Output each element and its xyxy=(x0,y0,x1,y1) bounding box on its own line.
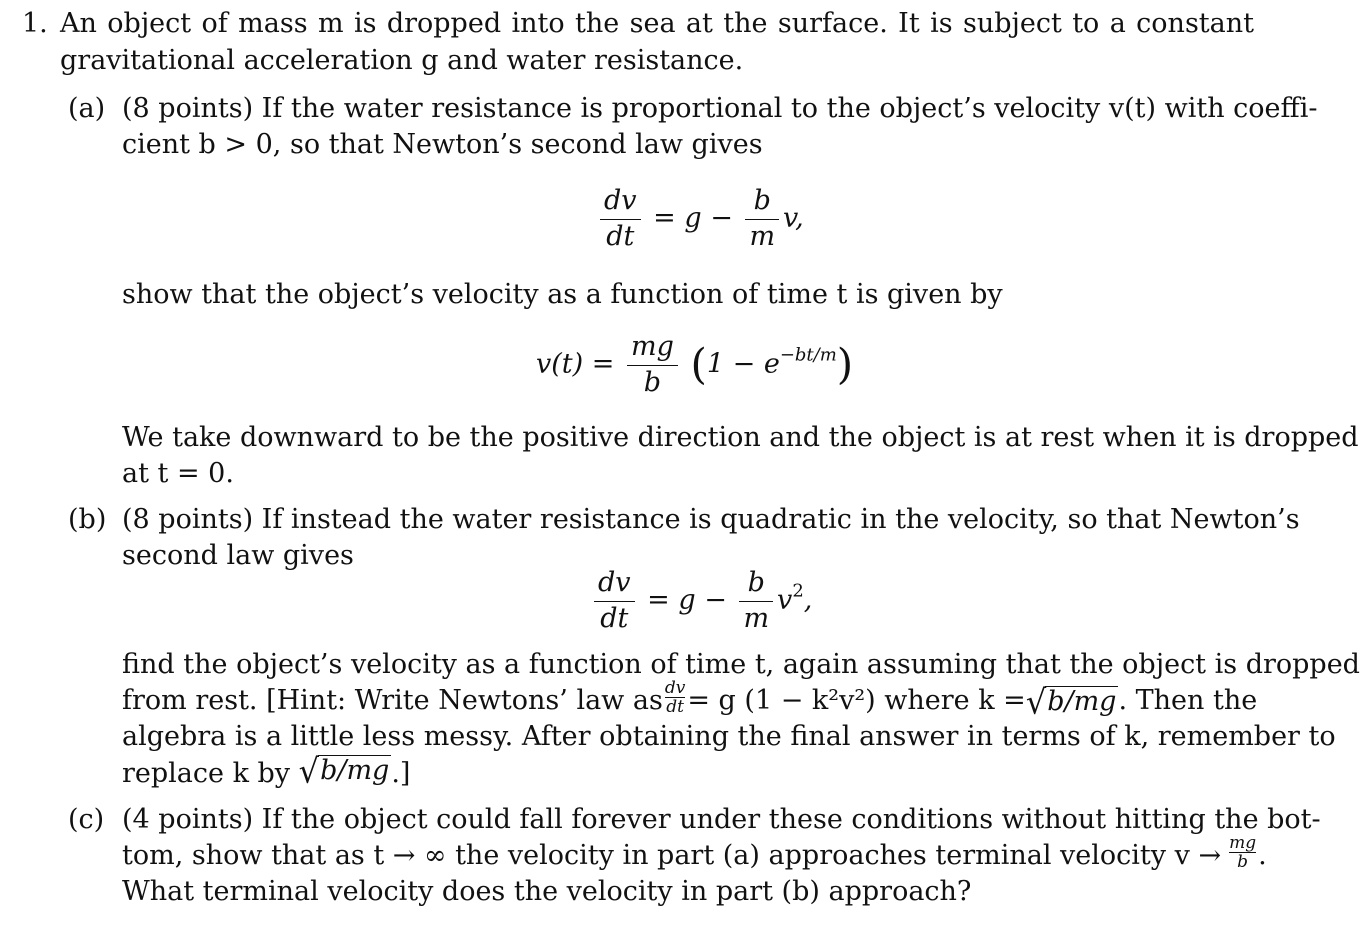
mg-over-b-fraction xyxy=(627,332,678,398)
hint-text-start: from rest. [Hint: Write Newtons’ law as xyxy=(122,685,663,716)
fraction-denominator: b xyxy=(1237,851,1249,872)
part-b-line-2: second law gives xyxy=(122,540,354,571)
inline-mg-over-b-fraction xyxy=(1229,832,1257,872)
part-a-equation-solution: v(t) = $\frac{mg}{b}$ $(1 - e^{-bt/m})$ xyxy=(536,331,854,398)
sqrt-b-over-mg: √ b/mg xyxy=(298,751,390,791)
b-over-m-fraction xyxy=(739,568,773,634)
fraction-numerator: b xyxy=(753,185,771,216)
problem-intro-line-2: gravitational acceleration g and water resistance. xyxy=(60,45,744,76)
solution-one-minus-e: 1 − e xyxy=(706,348,780,380)
hint-text-end: . Then the xyxy=(1118,685,1258,716)
part-b-line-6 xyxy=(122,751,411,792)
part-a-line-4: We take downward to be the positive direction and the object is at rest when it is dropped xyxy=(122,422,1359,453)
terminal-velocity-period: . xyxy=(1258,840,1267,871)
part-a-line-1: (8 points) If the water resistance is proportional to the object’s velocity v(t) with coeffi- xyxy=(122,93,1318,124)
fraction-denominator: dt xyxy=(606,221,635,252)
equation-comma: , xyxy=(803,584,813,616)
part-c-line-2 xyxy=(122,832,1267,874)
terminal-velocity-text: tom, show that as t → ∞ the velocity in part (a) approaches terminal velocity v → xyxy=(122,840,1222,871)
replace-text: replace k by xyxy=(122,758,291,789)
fraction-numerator: dv xyxy=(664,677,686,698)
dv-dt-fraction xyxy=(600,186,641,252)
part-a-equation-ode xyxy=(596,186,804,252)
sqrt-b-over-mg: √ b/mg xyxy=(1025,681,1117,722)
inline-dv-dt-fraction xyxy=(664,677,686,717)
part-b-label: (b) xyxy=(68,504,107,535)
fraction-numerator: dv xyxy=(604,185,637,216)
fraction-denominator: m xyxy=(749,221,776,252)
hint-equation: = g (1 − k²v²) where k = xyxy=(687,685,1026,716)
b-over-m-fraction xyxy=(745,186,779,252)
part-c-line-1: (4 points) If the object could fall forever under these conditions without hitting the bot- xyxy=(122,804,1321,835)
fraction-denominator: dt xyxy=(600,603,629,634)
replace-text-end: .] xyxy=(391,758,411,789)
fraction-denominator: m xyxy=(743,603,770,634)
fraction-denominator: b xyxy=(643,367,662,398)
part-a-line-3: show that the object’s velocity as a function of time t is given by xyxy=(122,279,1003,310)
part-b-line-1: (8 points) If instead the water resistance is quadratic in the velocity, so that Newton’s xyxy=(122,504,1300,535)
problem-number: 1. xyxy=(22,8,48,39)
part-c-label: (c) xyxy=(68,804,105,835)
equation-operator: = g − xyxy=(653,202,733,234)
equation-tail: v, xyxy=(783,202,804,234)
fraction-numerator: b xyxy=(747,567,765,598)
solution-exponent: −bt/m xyxy=(779,344,837,366)
part-b-equation-ode xyxy=(590,568,812,634)
part-b-line-3: find the object’s velocity as a function of time t, again assuming that the object is dropped xyxy=(122,649,1360,680)
fraction-numerator: dv xyxy=(598,567,631,598)
solution-lhs: v(t) = xyxy=(536,348,615,380)
sqrt-argument: b/mg xyxy=(320,755,390,786)
problem-intro-line-1: An object of mass m is dropped into the sea at the surface. It is subject to a constant xyxy=(60,8,1254,39)
part-c-line-3: What terminal velocity does the velocity in part (b) approach? xyxy=(122,876,972,907)
sqrt-argument: b/mg xyxy=(1047,685,1117,717)
fraction-numerator: mg xyxy=(1229,832,1257,853)
equation-exponent: 2 xyxy=(792,580,804,602)
part-a-line-5: at t = 0. xyxy=(122,458,234,489)
fraction-denominator: dt xyxy=(666,696,684,717)
equation-operator: = g − xyxy=(647,584,727,616)
part-b-line-4 xyxy=(122,677,1258,722)
dv-dt-fraction xyxy=(594,568,635,634)
fraction-numerator: mg xyxy=(630,331,674,362)
part-b-line-5: algebra is a little less messy. After obtaining the final answer in terms of k, remember to xyxy=(122,721,1336,752)
equation-tail: v xyxy=(777,584,793,616)
part-a-line-2: cient b > 0, so that Newton’s second law gives xyxy=(122,129,763,160)
part-a-label: (a) xyxy=(68,93,106,124)
